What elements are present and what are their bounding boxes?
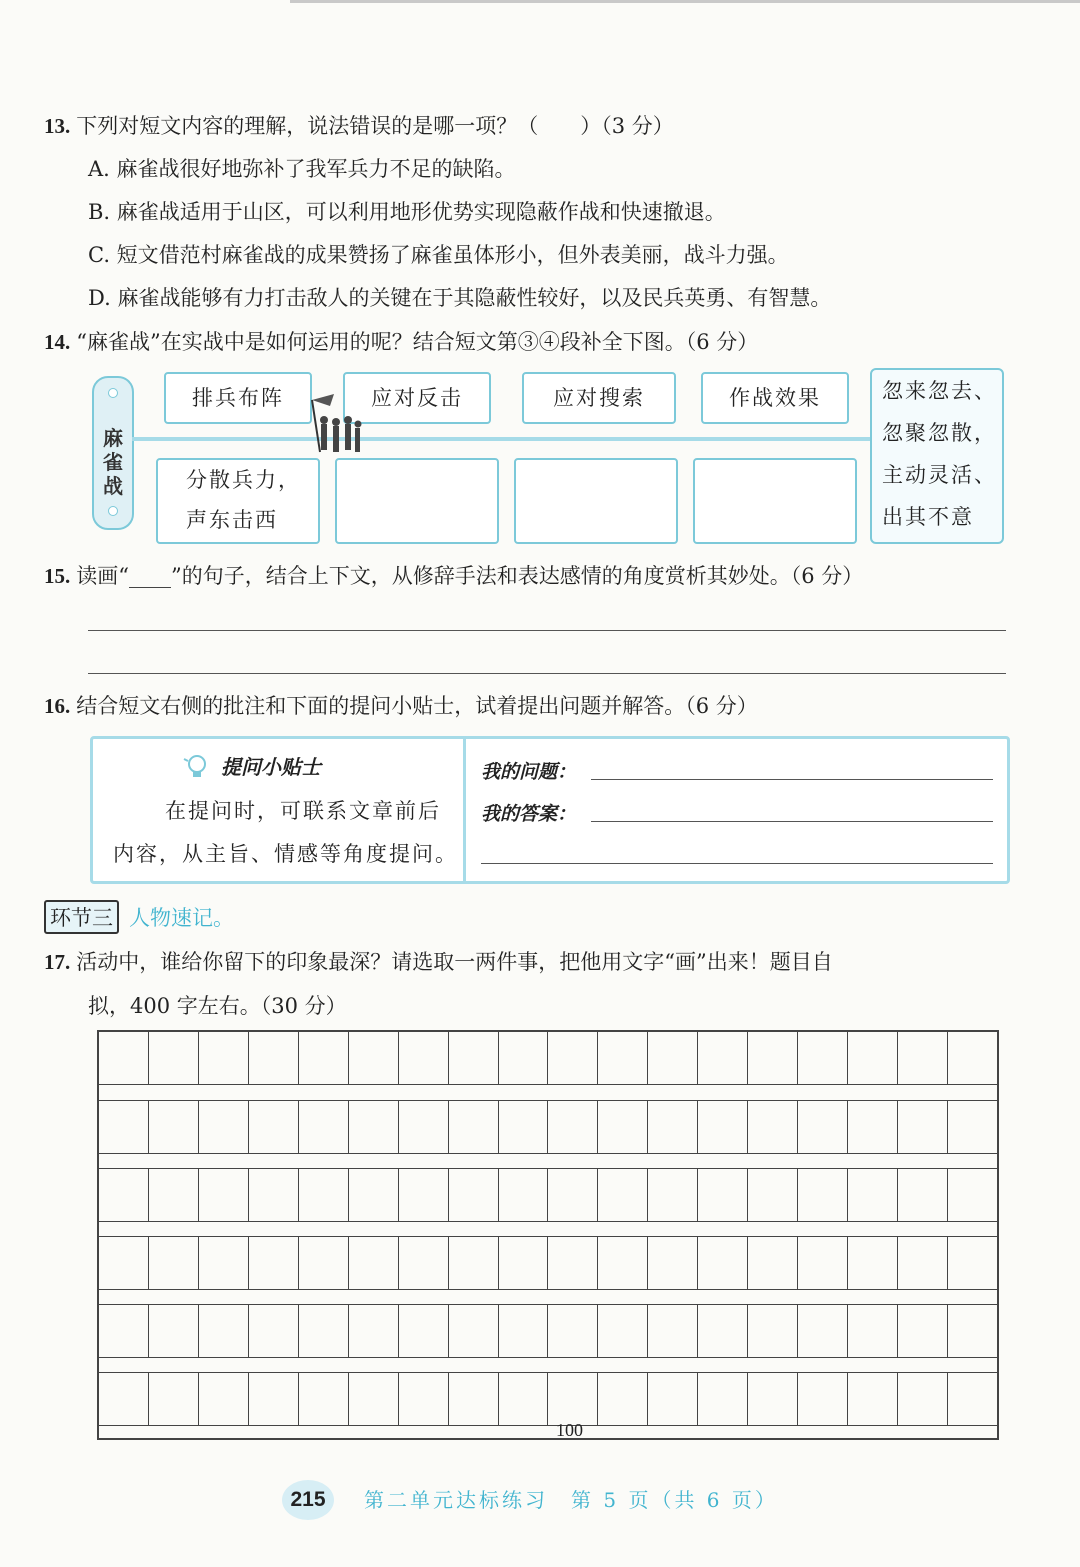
- section-title: 人物速记。: [129, 907, 234, 930]
- my-answer-label: 我的答案：: [481, 803, 577, 825]
- page-number-badge: 215: [282, 1480, 334, 1520]
- question-15: [44, 560, 863, 590]
- page-footer: [282, 1480, 802, 1520]
- question-text: 读画“____”的句子，结合上下文，从修辞手法和表达感情的角度赏析其妙处。（6 分）: [76, 564, 864, 588]
- writing-grid[interactable]: [97, 1030, 999, 1440]
- question-number: 17.: [44, 950, 71, 974]
- top-rule: [290, 0, 1080, 3]
- result-line: 出其不意: [882, 505, 974, 529]
- soldiers-flag-icon: [304, 392, 364, 462]
- my-answer-line[interactable]: [481, 863, 993, 864]
- my-question-label: 我的问题：: [481, 761, 577, 783]
- scroll-dot-icon: [108, 388, 118, 398]
- grid-row: [99, 1304, 997, 1358]
- question-17-continued: 拟，400 字左右。（30 分）: [88, 994, 347, 1018]
- option-d: D. 麻雀战能够有力打击敌人的关键在于其隐蔽性较好，以及民兵英勇、有智慧。: [88, 286, 832, 310]
- grid-row: [99, 1032, 997, 1085]
- question-tips-panel: [90, 736, 1010, 884]
- question-number: 13.: [44, 114, 71, 138]
- section-header: [44, 900, 234, 934]
- my-answer-line[interactable]: [591, 821, 993, 822]
- answer-box-4[interactable]: [693, 458, 857, 544]
- option-b: B. 麻雀战适用于山区，可以利用地形优势实现隐蔽作战和快速撤退。: [88, 200, 726, 224]
- answer-box-3[interactable]: [514, 458, 678, 544]
- question-number: 16.: [44, 694, 71, 718]
- answer-box-2[interactable]: [335, 458, 499, 544]
- grid-count-marker: 100: [556, 1420, 583, 1440]
- grid-row: [99, 1372, 997, 1426]
- my-question-line[interactable]: [591, 779, 993, 780]
- side-scroll-label: [92, 376, 134, 530]
- footer-text: 第二单元达标练习 第 5 页（共 6 页）: [364, 1488, 778, 1512]
- option-a: A. 麻雀战很好地弥补了我军兵力不足的缺陷。: [88, 157, 516, 181]
- grid-row: [99, 1168, 997, 1222]
- answer-box-1: [156, 458, 320, 544]
- stage-box-2: 应对反击: [343, 372, 491, 424]
- question-text: 活动中，谁给你留下的印象最深？请选取一两件事，把他用文字“画”出来！题目自: [76, 950, 833, 974]
- section-tag: 环节三: [44, 900, 119, 934]
- option-c: C. 短文借范村麻雀战的成果赞扬了麻雀虽体形小，但外表美丽，战斗力强。: [88, 243, 789, 267]
- question-14: [44, 326, 758, 356]
- flow-diagram: [92, 368, 1002, 542]
- question-text: “麻雀战”在实战中是如何运用的呢？结合短文第③④段补全下图。（6 分）: [76, 330, 759, 354]
- result-line: 忽聚忽散，: [882, 421, 997, 445]
- answer-line: 声东击西: [186, 508, 278, 532]
- question-number: 15.: [44, 564, 71, 588]
- tips-section: [93, 739, 466, 881]
- answer-line[interactable]: [88, 630, 1006, 631]
- lightbulb-icon: [181, 753, 213, 779]
- stage-box-4: 作战效果: [701, 372, 849, 424]
- question-number: 14.: [44, 330, 71, 354]
- stage-box-3: 应对搜索: [522, 372, 676, 424]
- question-text: 下列对短文内容的理解，说法错误的是哪一项？（ ）（3 分）: [76, 114, 674, 138]
- side-label-text: 麻雀战: [103, 426, 123, 498]
- stage-box-1: 排兵布阵: [164, 372, 312, 424]
- tips-text-line: 内容，从主旨、情感等角度提问。: [113, 842, 458, 866]
- question-16: [44, 690, 758, 720]
- question-17: [44, 946, 833, 976]
- answer-line: 分散兵力，: [186, 468, 301, 492]
- grid-row: [99, 1100, 997, 1154]
- question-13: [44, 110, 674, 140]
- tips-title: 提问小贴士: [221, 755, 321, 779]
- tips-text-line: 在提问时，可联系文章前后: [165, 799, 441, 823]
- result-box: [870, 368, 1004, 544]
- result-line: 主动灵活、: [882, 463, 997, 487]
- question-text: 结合短文右侧的批注和下面的提问小贴士，试着提出问题并解答。（6 分）: [76, 694, 758, 718]
- flow-arrow-line: [132, 437, 952, 441]
- grid-row: [99, 1236, 997, 1290]
- answer-line[interactable]: [88, 673, 1006, 674]
- scroll-dot-icon: [108, 506, 118, 516]
- result-line: 忽来忽去、: [882, 379, 997, 403]
